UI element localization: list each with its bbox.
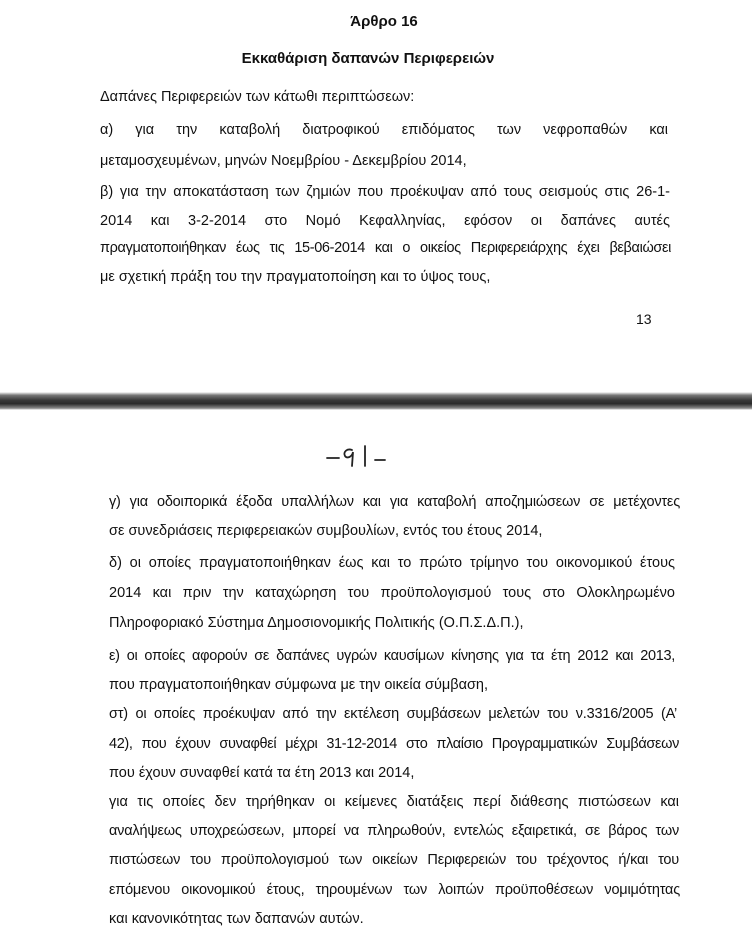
text-line: 2014 και πριν την καταχώρηση του προϋπολογισμού τους στο Ολοκληρωμένο	[109, 585, 675, 601]
text-line: ε) οι οποίες αφορούν σε δαπάνες υγρών καυσίμων κίνησης για τα έτη 2012 και 2013,	[109, 648, 675, 664]
text-line: πραγματοποιήθηκαν έως τις 15-06-2014 και ο οικείος Περιφερειάρχης έχει βεβαιώσει	[100, 240, 671, 256]
page-number: 13	[636, 311, 652, 327]
paragraph-intro: Δαπάνες Περιφερειών των κάτωθι περιπτώσεων:	[100, 89, 415, 105]
text-line: μεταμοσχευμένων, μηνών Νοεμβρίου - Δεκεμβρίου 2014,	[100, 153, 467, 169]
text-line: σε συνεδριάσεις περιφερειακών συμβουλίων, εντός του έτους 2014,	[109, 523, 543, 539]
article-number: Άρθρο 16	[350, 13, 418, 30]
text-line: και κανονικότητας των δαπανών αυτών.	[109, 911, 364, 927]
text-line: με σχετική πράξη του την πραγματοποίηση και το ύψος τους,	[100, 269, 491, 285]
text-line: 42), που έχουν συναφθεί μέχρι 31-12-2014 στο πλαίσιο Προγραμματικών Συμβάσεων	[109, 736, 679, 752]
text-line: β) για την αποκατάσταση των ζημιών που προέκυψαν από τους σεισμούς στις 26-1-	[100, 184, 670, 200]
text-line: πιστώσεων του προϋπολογισμού των οικείων Περιφερειών του τρέχοντος ή/και του	[109, 852, 679, 868]
text-line: 2014 και 3-2-2014 στο Νομό Κεφαλληνίας, εφόσον οι δαπάνες αυτές	[100, 213, 670, 229]
document-page-top	[0, 0, 752, 394]
text-line: Πληροφοριακό Σύστημα Δημοσιονομικής Πολιτικής (Ο.Π.Σ.Δ.Π.),	[109, 615, 524, 631]
text-line: δ) οι οποίες πραγματοποιήθηκαν έως και το πρώτο τρίμηνο του οικονομικού έτους	[109, 555, 675, 571]
text-line: γ) για οδοιπορικά έξοδα υπαλλήλων και για καταβολή αποζημιώσεων σε μετέχοντες	[109, 494, 680, 510]
text-line: αναλήψεως υποχρεώσεων, μπορεί να πληρωθούν, εντελώς εξαιρετικά, σε βάρος των	[109, 823, 679, 839]
text-line: επόμενου οικονομικού έτους, τηρουμένων των λοιπών προϋποθέσεων νομιμότητας	[109, 882, 680, 898]
handwritten-page-mark	[325, 440, 395, 470]
text-line: στ) οι οποίες προέκυψαν από την εκτέλεση συμβάσεων μελετών του ν.3316/2005 (Α’	[109, 706, 677, 722]
text-line: α) για την καταβολή διατροφικού επιδόματος των νεφροπαθών και	[100, 122, 668, 138]
text-line: που έχουν συναφθεί κατά τα έτη 2013 και 2014,	[109, 765, 415, 781]
article-title: Εκκαθάριση δαπανών Περιφερειών	[241, 50, 495, 67]
text-line: για τις οποίες δεν τηρήθηκαν οι κείμενες διατάξεις περί διάθεσης πιστώσεων και	[109, 794, 679, 810]
text-line: που πραγματοποιήθηκαν σύμφωνα με την οικεία σύμβαση,	[109, 677, 489, 693]
page-separator	[0, 392, 752, 410]
